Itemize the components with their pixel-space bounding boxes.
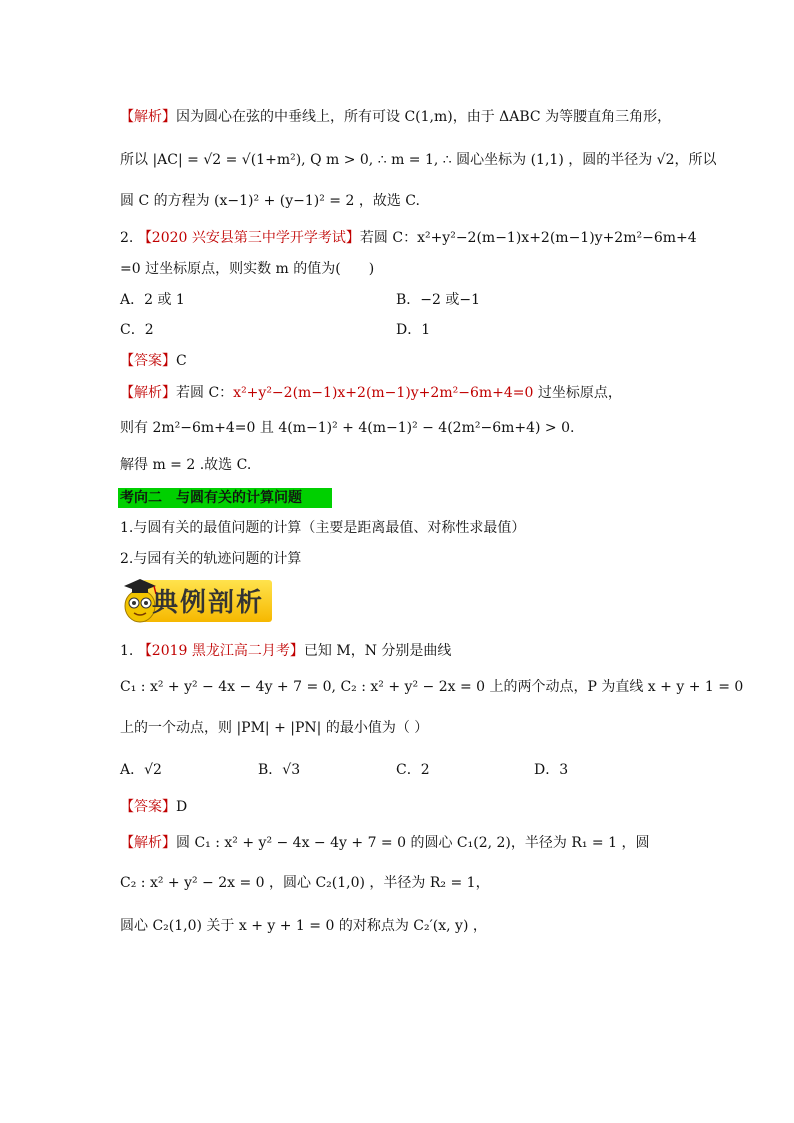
q2-solution-line-3: 解得 m = 2 .故选 C. [120,457,252,473]
example-option-b: B．√3 [258,762,301,778]
option-d: D．1 [396,322,431,338]
answer-value: C [176,353,187,369]
example-1-line-3: 上的一个动点，则 |PM| + |PN| 的最小值为（ ） [120,720,429,736]
solution-line-1 [120,107,671,127]
solution-text: 圆 C₁ : x² + y² − 4x − 4y + 7 = 0 的圆心 C₁(2, 2)，半径为 R₁ = 1 ，圆 [176,835,650,851]
answer-tag: 【答案】 [120,353,176,369]
option-b: B．−2 或−1 [396,292,481,308]
example-1-line-1 [120,641,451,661]
question-text: 若圆 C：x²+y²−2(m−1)x+2(m−1)y+2m²−6m+4 [359,230,697,246]
example-text: 已知 M，N 分别是曲线 [303,643,452,659]
question-2-line-2: =0 过坐标原点，则实数 m 的值为( ) [120,261,375,277]
question-source: 【2020 兴安县第三中学开学考试】 [137,230,360,246]
solution-tag: 【解析】 [120,109,176,125]
banner-title: 典例剖析 [152,588,265,618]
section-item-1: 1.与圆有关的最值问题的计算（主要是距离最值、对称性求最值） [120,520,526,536]
solution-tag: 【解析】 [120,835,176,851]
question-2-line-1 [120,228,697,248]
example-number: 1. [120,643,134,659]
example-option-d: D．3 [534,762,569,778]
solution-equation: x²+y²−2(m−1)x+2(m−1)y+2m²−6m+4=0 [233,385,534,401]
answer-tag: 【答案】 [120,799,176,815]
example-solution-line-3: 圆心 C₂(1,0) 关于 x + y + 1 = 0 的对称点为 C₂′(x, y) ， [120,918,487,934]
q2-solution-line-1 [120,383,622,403]
solution-tag: 【解析】 [120,385,176,401]
solution-pre: 若圆 C： [176,385,234,401]
option-c: C．2 [120,322,154,338]
section-heading: 考向二 与圆有关的计算问题 [118,488,332,508]
example-option-c: C．2 [396,762,430,778]
q2-solution-line-2: 则有 2m²−6m+4=0 且 4(m−1)² + 4(m−1)² − 4(2m²−6m+4) > 0. [120,420,575,436]
example-solution-line-1 [120,833,649,853]
answer-value: D [176,799,188,815]
example-option-a: A．√2 [120,762,162,778]
solution-post: 过坐标原点， [533,385,622,401]
solution-line-2: 所以 |AC| = √2 = √(1+m²), Q m > 0, ∴ m = 1, ∴ 圆心坐标为 (1,1) ，圆的半径为 √2，所以 [120,152,717,168]
question-number: 2. [120,230,134,246]
solution-text: 因为圆心在弦的中垂线上，所有可设 C(1,m)，由于 ΔABC 为等腰直角三角形， [176,109,672,125]
solution-line-3: 圆 C 的方程为 (x−1)² + (y−1)² = 2 ，故选 C. [120,193,420,209]
example-banner [120,576,272,624]
section-item-2: 2.与园有关的轨迹问题的计算 [120,551,302,567]
answer-line [120,351,187,371]
example-source: 【2019 黑龙江高二月考】 [137,643,304,659]
example-answer-line [120,797,187,817]
example-solution-line-2: C₂ : x² + y² − 2x = 0 ，圆心 C₂(1,0) ，半径为 R₂ = 1， [120,875,490,891]
example-1-line-2: C₁ : x² + y² − 4x − 4y + 7 = 0, C₂ : x² + y² − 2x = 0 上的两个动点，P 为直线 x + y + 1 = 0 [120,679,744,695]
option-a: A．2 或 1 [120,292,185,308]
